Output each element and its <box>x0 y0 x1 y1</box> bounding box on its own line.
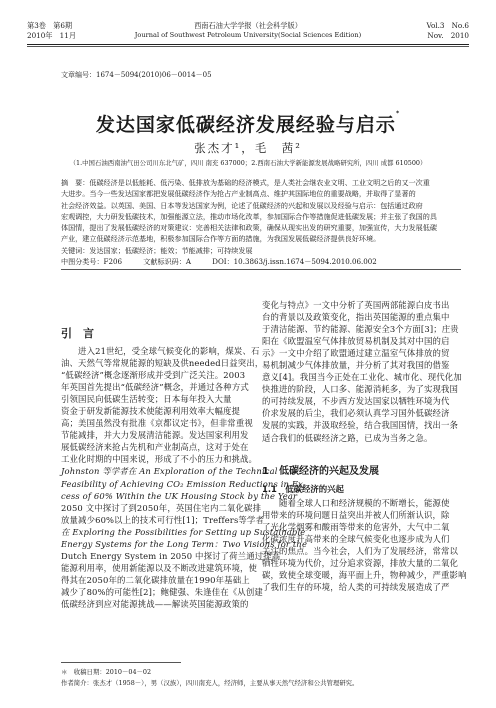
paragraph-line: 关注的焦点。当今社会，人们为了发展经济，常常以 <box>262 546 459 557</box>
paragraph-line: 2050 文中探讨了到2050年，英国住宅内二氧化碳排 <box>61 502 262 513</box>
paragraph-line: 放量减少60%以上的技术可行性[1]；Treffers等学者 <box>61 514 264 525</box>
header-date: 2010年 11月 <box>27 31 77 40</box>
paragraph-line: 意义[4]。我国当今正处在工业化、城市化、现代化加 <box>262 372 462 383</box>
paragraph-line: 减少了80%的可能性[2]；鲍健强、朱逢佳在《从创建 <box>61 586 263 597</box>
paper-title <box>0 110 496 137</box>
header-volume-issue: 第3卷 第6期 <box>27 21 73 30</box>
paragraph-line: 适合我们的低碳经济之路，已成为当务之急。 <box>262 432 433 443</box>
title-footnote-mark: * <box>395 110 401 117</box>
abstract-line: 产业，建立低碳经济示范基地，积极参加国际合作等方面的措施，为我国发展低碳经济提供良好环境。 <box>61 234 381 244</box>
paragraph-line: 阳在《欧盟温室气体排放贸易机制及其对中国的启 <box>262 336 450 347</box>
paragraph-line: 发展的实践，并汲取经验，结合我国国情，找出一条 <box>262 420 459 431</box>
paragraph-line: 了我们生存的环境，给人类的可持续发展造成了严 <box>262 582 450 593</box>
paragraph-line: 示》一文中介绍了欧盟通过建立温室气体排放的贸 <box>262 348 450 359</box>
footnote-received: ＊ 收稿日期：2010－04－02 <box>61 668 152 676</box>
paper-affiliations: （1.中国石油西南油气田公司川东北气矿，四川 南充 637000；2.西南石油大学新能源发展战略研究所，四川 成都 610500） <box>69 159 427 167</box>
paragraph-line: Energy Systems for the Long Term：Two Visions for the <box>61 538 308 549</box>
paragraph-line: 于清洁能源、节约能源、能源安全3个方面[3]；庄贵 <box>262 324 459 335</box>
paragraph-line: Johnston 等学者在 An Exploration of the Technical <box>61 466 278 477</box>
paragraph-line: 碳，致使全球变暖，海平面上升，物种减少，严重影响 <box>262 570 467 581</box>
intro-heading: 引 言 <box>61 327 94 340</box>
paragraph-line: 能源利用率，使用新能源以及不断改进建筑环境，使 <box>61 562 258 573</box>
paragraph-line: 了光化学烟雾和酸雨等带来的危害外，大气中二氧 <box>262 522 450 533</box>
paragraph-line: 变化与特点》一文中分析了英国两部能源白皮书出 <box>262 300 450 310</box>
abstract-block <box>61 177 461 267</box>
paragraph-line: 低碳经济到应对能源挑战——解读英国能源政策的 <box>61 598 249 609</box>
paragraph-line: 进入21世纪，受全球气候变化的影响，煤炭、石 <box>61 346 260 356</box>
paragraph-line: 引领国民向低碳生活转变；日本每年投入大量 <box>61 394 232 405</box>
footnote-author-info: 作者简介：张杰才（1958－），男（汉族），四川南充人，经济师，主要从事天然气经济和公共管理研究。 <box>61 679 359 687</box>
header-rule-thin <box>27 46 469 47</box>
paragraph-line: 工业化时期的中国来说，形成了不小的压力和挑战。 <box>61 454 258 465</box>
header-rule <box>27 44 469 45</box>
abstract-line: 社会经济效益。以英国、美国、日本等发达国家为例，论述了低碳经济的兴起和发展以及经验与启示：包括通过政府 <box>61 200 423 210</box>
paragraph-line: 年英国首先提出“低碳经济”概念，并通过各种方式 <box>61 382 249 393</box>
footnote-rule <box>61 662 181 663</box>
header-vol-no: Vol.3 No.6 <box>426 21 469 30</box>
header-month-year: Nov. 2010 <box>427 31 469 40</box>
right-column-top <box>262 299 462 444</box>
abstract-rule <box>61 269 461 270</box>
paragraph-line: 展低碳经济来抢占先机和产业制高点，这对于处在 <box>61 442 249 453</box>
abstract-line: 宏观调控，大力研发低碳技术，加强能源立法，推动市场化改革，参加国际合作等措施促进低碳发展；并主张了我国的具 <box>61 211 437 221</box>
paper-authors: 张杰才¹，毛 茜² <box>194 141 302 155</box>
paragraph-line: 油、天然气等常规能源的短缺及供needed日益突出， <box>61 358 264 369</box>
paragraph-line: 在 Exploring the Possibilities for Setting up Sustainable <box>61 526 306 537</box>
paragraph-line: 易机制减少气体排放量，并分析了其对我国的借鉴 <box>262 360 450 371</box>
keywords: 关键词：发达国家；低碳经济；能效；节能减排；可持续发展 <box>61 245 253 255</box>
abstract-line: 摘 要：低碳经济是以低能耗、低污染、低排放为基础的经济模式，是人类社会继农业文明、工业文明之后的又一次重 <box>61 178 430 187</box>
header-journal-cn: 西南石油大学学报（社会科学版） <box>194 21 302 30</box>
paragraph-line: 资金于研发新能源技术使能源利用效率大幅度提 <box>61 406 241 417</box>
section-1-heading: 1 低碳经济的兴起及发展 <box>262 466 379 477</box>
paragraph-line: 快推进的阶段，人口多、能源消耗多，为了实现我国 <box>262 384 459 395</box>
paragraph-line: 的可持续发展，不步西方发达国家以牺牲环境为代 <box>262 396 450 407</box>
section-1-1-heading: 1.1 低碳经济的兴起 <box>262 484 344 494</box>
paragraph-line: 得其在2050年的二氧化碳排放量在1990年基础上 <box>61 574 250 585</box>
paragraph-line: 牺牲环境为代价，过分追求资源，排放大量的二氧化 <box>262 558 459 569</box>
paper-title-text: 发达国家低碳经济发展经验与启示 <box>95 114 396 136</box>
right-column-bottom <box>262 497 467 593</box>
paragraph-line: Dutch Energy System in 2050 中探讨了荷兰通过提高 <box>61 550 281 561</box>
paragraph-line: 台的背景以及政策变化，指出英国能源的重点集中 <box>262 312 450 323</box>
paragraph-line: 化碳浓度升高带来的全球气候变化也逐步成为人们 <box>262 534 450 545</box>
paragraph-line: “低碳经济”概念逐渐形成并受到广泛关注。2003 <box>61 370 246 381</box>
header-journal-en: Journal of Southwest Petroleum University(Social Sciences Edition) <box>134 31 362 39</box>
paragraph-line: cess of 60% Within the UK Housing Stock by the Year <box>61 490 298 501</box>
article-id: 文章编号：1674－5094(2010)06－0014－05 <box>61 71 212 79</box>
abstract-line: 体国情，提出了发展低碳经济的对策建议：完善相关法律和政策，确保从现实出发的研究重要，加强宣传，大力发展低碳 <box>61 223 437 233</box>
abstract-line: 大进步。当今一些发达国家都把发展低碳经济作为抢占产业制高点、维护其国际地位的重要战略，并取得了显著的 <box>61 189 416 199</box>
classification-line: 中图分类号：F206 文献标识码：A DOI：10.3863/j.issn.1674－5094.2010.06.002 <box>61 257 377 267</box>
paragraph-line: 随着全球人口和经济规模的不断增长，能源使 <box>262 498 450 508</box>
paragraph-line: 高；美国虽然没有批准《京都议定书》，但非常重视 <box>61 418 253 429</box>
paragraph-line: 价求发展的后尘，我们必须认真学习国外低碳经济 <box>262 408 450 419</box>
paragraph-line: 用带来的环境问题日益突出并被人们所渐认识，除 <box>262 510 450 521</box>
paragraph-line: 节能减排，并大力发展清洁能源。发达国家利用发 <box>61 430 249 441</box>
paragraph-line: Feasibility of Achieving CO₂ Emission Reductions in Ex- <box>61 478 306 489</box>
